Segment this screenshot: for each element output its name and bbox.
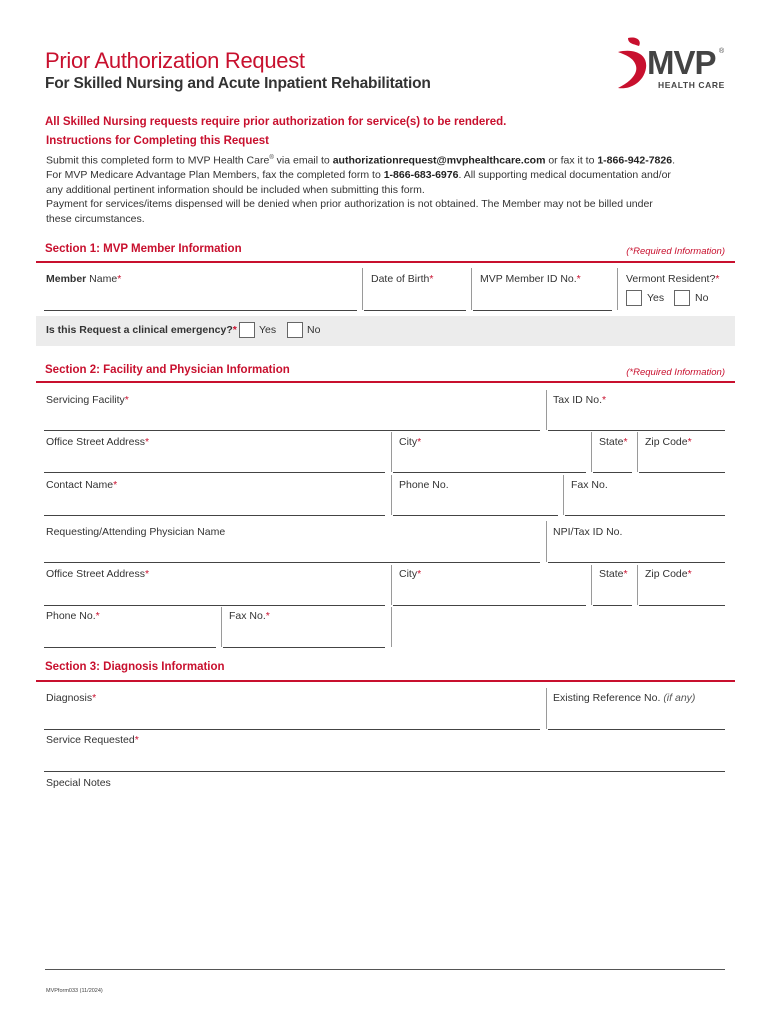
field-divider: [617, 268, 618, 310]
label-text: Is this Request a clinical emergency?: [46, 324, 233, 336]
logo-wordmark: MVP: [647, 44, 716, 81]
required-star: *: [145, 436, 150, 448]
city-label: [399, 436, 421, 448]
label-text: Date of Birth: [371, 273, 430, 285]
section3-title: Section 3: Diagnosis Information: [45, 661, 225, 673]
emergency-yes-label: Yes: [259, 324, 277, 336]
emergency-no-label: No: [307, 324, 321, 336]
field-divider: [546, 390, 547, 430]
required-note: (*Required Information): [626, 246, 725, 257]
email-link[interactable]: authorizationrequest@mvphealthcare.com: [332, 154, 546, 167]
npi-tax-id-field[interactable]: [548, 540, 725, 563]
vermont-yes-checkbox[interactable]: [626, 290, 642, 306]
label-text: Tax ID No.: [553, 394, 603, 406]
vermont-no-checkbox[interactable]: [674, 290, 690, 306]
member-id-label: [480, 273, 581, 285]
field-divider: [471, 268, 472, 310]
physician-phone-field[interactable]: [44, 625, 216, 648]
label-text: Fax No.: [229, 610, 266, 622]
field-divider: [221, 607, 222, 647]
physician-zip-field[interactable]: [639, 583, 725, 606]
vermont-no-label: No: [695, 292, 709, 304]
required-star: *: [429, 273, 434, 285]
field-divider: [546, 521, 547, 562]
registered-mark: ®: [269, 155, 274, 161]
service-requested-label: [46, 734, 139, 746]
field-divider: [563, 475, 564, 515]
label-text: Office Street Address: [46, 436, 146, 448]
label-text: Servicing Facility: [46, 394, 125, 406]
required-star: *: [95, 610, 100, 622]
fax-label: Fax No.: [571, 479, 608, 491]
label-text: Existing Reference No.: [553, 692, 661, 704]
field-divider: [546, 688, 547, 729]
physician-street-label: [46, 568, 149, 580]
label-bold: Member: [46, 273, 87, 285]
npi-tax-id-label: NPI/Tax ID No.: [553, 526, 623, 538]
service-requested-field[interactable]: [44, 749, 725, 772]
vermont-resident-label: [626, 273, 719, 285]
dob-label: [371, 273, 433, 285]
label-text: Diagnosis: [46, 692, 93, 704]
physician-phone-label: [46, 610, 100, 622]
emergency-no-checkbox[interactable]: [287, 322, 303, 338]
label-text: Vermont Resident?: [626, 273, 716, 285]
field-divider: [391, 565, 392, 605]
physician-zip-label: [645, 568, 692, 580]
physician-name-label: Requesting/Attending Physician Name: [46, 526, 226, 538]
form-id: MVPform033 (11/2024): [46, 988, 103, 994]
contact-name-label: [46, 479, 117, 491]
tax-id-field[interactable]: [548, 408, 725, 431]
existing-reference-label: [553, 692, 695, 704]
field-divider: [391, 432, 392, 472]
field-divider: [391, 475, 392, 515]
logo-registered-mark: ®: [719, 48, 725, 55]
special-notes-label: Special Notes: [46, 777, 111, 789]
required-star: *: [265, 610, 270, 622]
required-star: *: [145, 568, 150, 580]
physician-city-field[interactable]: [393, 583, 586, 606]
physician-fax-field[interactable]: [223, 625, 385, 648]
section-divider: [36, 381, 735, 383]
field-divider: [591, 565, 592, 605]
label-text: Zip Code: [645, 568, 688, 580]
label-text: City: [399, 568, 418, 580]
required-star: *: [117, 273, 122, 285]
state-label: [599, 436, 628, 448]
emergency-question-label: [46, 324, 237, 336]
required-star: *: [124, 394, 129, 406]
vermont-yes-label: Yes: [647, 292, 665, 304]
phone-label: Phone No.: [399, 479, 449, 491]
field-divider: [362, 268, 363, 310]
dob-field[interactable]: [364, 288, 466, 311]
existing-reference-field[interactable]: [548, 707, 725, 730]
mvp-swoosh-icon: [612, 36, 652, 96]
field-divider: [591, 432, 592, 472]
servicing-facility-label: [46, 394, 129, 406]
required-star: *: [92, 692, 97, 704]
label-text: Zip Code: [645, 436, 688, 448]
zip-label: [645, 436, 692, 448]
required-star: *: [687, 568, 692, 580]
required-note: (*Required Information): [626, 367, 725, 378]
field-divider: [391, 607, 392, 647]
required-star: *: [417, 436, 422, 448]
label-text: Contact Name: [46, 479, 114, 491]
label-text: City: [399, 436, 418, 448]
required-star: *: [623, 568, 628, 580]
phone-field[interactable]: [393, 493, 558, 516]
member-name-label: [46, 273, 121, 285]
required-star: *: [113, 479, 118, 491]
instructions-paragraph: [46, 151, 726, 197]
tax-id-label: [553, 394, 606, 406]
footer-divider: [45, 969, 725, 970]
required-star: *: [623, 436, 628, 448]
member-id-field[interactable]: [473, 288, 612, 311]
instr-text: .: [672, 154, 675, 167]
label-text: Service Requested: [46, 734, 135, 746]
mvp-logo: [612, 36, 732, 96]
medicare-fax-number: 1-866-683-6976: [383, 169, 459, 181]
diagnosis-label: [46, 692, 96, 704]
payment-paragraph: [46, 197, 726, 226]
section-divider: [36, 680, 735, 682]
payment-text: Payment for services/items dispensed will be denied when prior authorization is not obtained. The Member may not be billed under: [46, 198, 653, 210]
required-star: *: [715, 273, 720, 285]
field-divider: [637, 432, 638, 472]
physician-city-label: [399, 568, 421, 580]
form-subtitle: For Skilled Nursing and Acute Inpatient Rehabilitation: [45, 75, 431, 92]
label-hint: (if any): [663, 692, 696, 704]
office-street-label: [46, 436, 149, 448]
instr-text: via email to: [273, 154, 333, 167]
label-text: Office Street Address: [46, 568, 146, 580]
instr-text: For MVP Medicare Advantage Plan Members, fax the completed form to: [46, 169, 384, 181]
required-star: *: [576, 273, 581, 285]
city-field[interactable]: [393, 450, 586, 473]
physician-street-field[interactable]: [44, 583, 385, 606]
form-title: Prior Authorization Request: [45, 48, 305, 73]
label-text: Phone No.: [46, 610, 96, 622]
label-text: State: [599, 568, 624, 580]
label-text: Name: [86, 273, 118, 285]
required-star: *: [134, 734, 139, 746]
fax-field[interactable]: [565, 493, 725, 516]
physician-state-field[interactable]: [593, 583, 632, 606]
instr-text: . All supporting medical documentation and/or: [458, 169, 671, 181]
required-star: *: [232, 324, 237, 336]
physician-state-label: [599, 568, 628, 580]
required-star: *: [687, 436, 692, 448]
instr-text: or fax it to: [545, 154, 598, 167]
special-notes-area[interactable]: [44, 792, 725, 962]
instr-text: Submit this completed form to MVP Health Care: [46, 154, 270, 167]
instructions-heading: Instructions for Completing this Request: [46, 135, 269, 147]
authorization-notice: All Skilled Nursing requests require prior authorization for service(s) to be rendered.: [45, 116, 507, 128]
field-divider: [637, 565, 638, 605]
diagnosis-field[interactable]: [44, 707, 540, 730]
required-star: *: [417, 568, 422, 580]
contact-name-field[interactable]: [44, 493, 385, 516]
member-name-field[interactable]: [44, 288, 357, 311]
section1-title: Section 1: MVP Member Information: [45, 243, 242, 255]
physician-fax-label: [229, 610, 270, 622]
physician-name-field[interactable]: [44, 540, 540, 563]
fax-number: 1-866-942-7826: [597, 154, 673, 167]
section2-title: Section 2: Facility and Physician Information: [45, 364, 290, 376]
office-street-field[interactable]: [44, 450, 385, 473]
state-field[interactable]: [593, 450, 632, 473]
zip-field[interactable]: [639, 450, 725, 473]
logo-tagline: HEALTH CARE: [658, 80, 725, 90]
label-text: MVP Member ID No.: [480, 273, 577, 285]
instr-text: any additional pertinent information should be included when submitting this form.: [46, 183, 425, 196]
section-divider: [36, 261, 735, 263]
servicing-facility-field[interactable]: [44, 408, 540, 431]
emergency-yes-checkbox[interactable]: [239, 322, 255, 338]
required-star: *: [602, 394, 607, 406]
label-text: State: [599, 436, 624, 448]
payment-text: these circumstances.: [46, 212, 145, 225]
